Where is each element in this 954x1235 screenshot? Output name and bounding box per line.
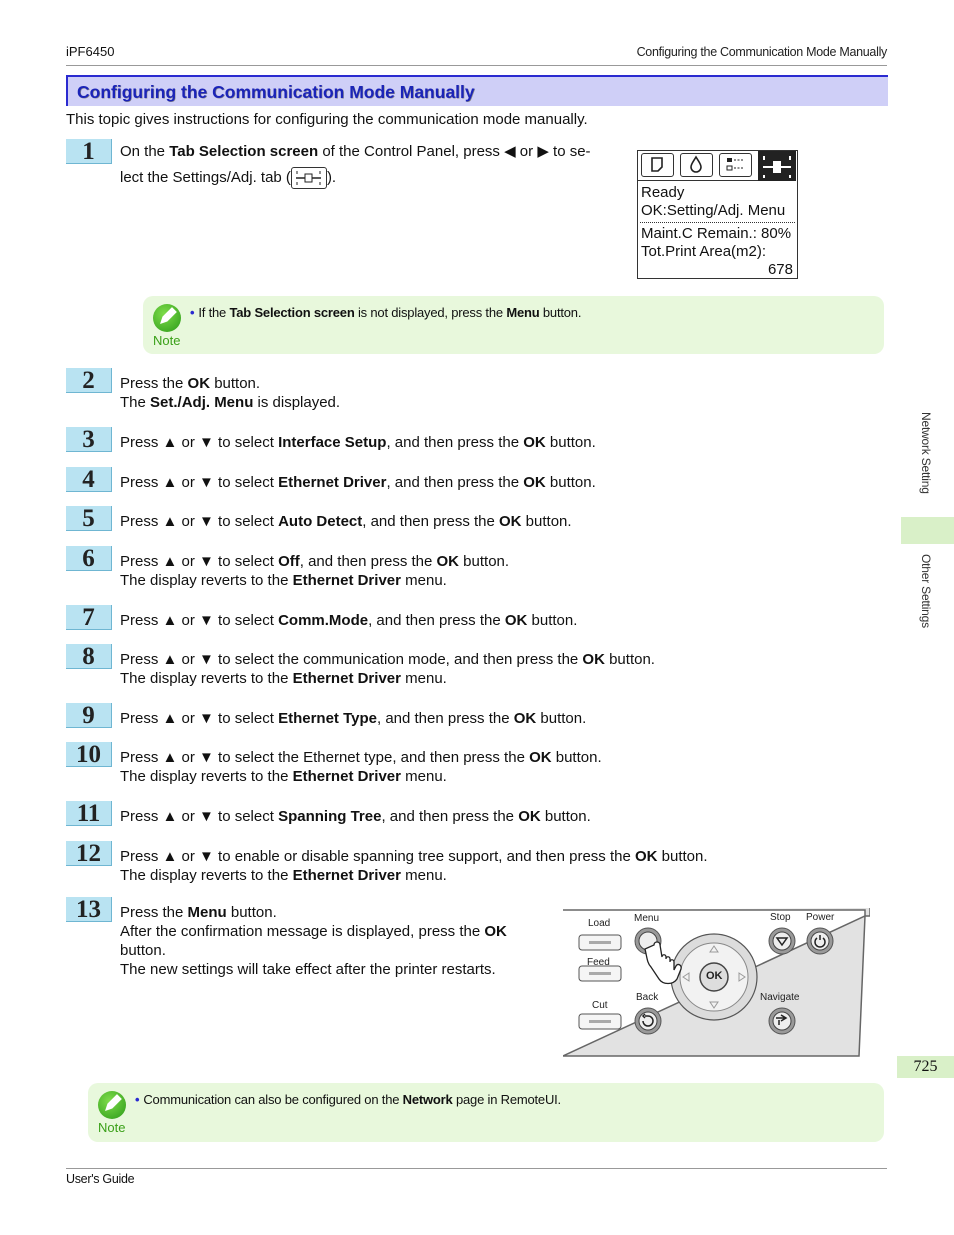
step-number-badge: 12	[66, 841, 112, 866]
side-tab-active-marker	[901, 517, 954, 544]
step-text: Press ▲ or ▼ to select Interface Setup, and then press the OK button.	[120, 434, 596, 451]
footer-divider	[66, 1168, 887, 1169]
step-number-badge: 8	[66, 644, 112, 669]
stop-label: Stop	[770, 912, 791, 923]
step-number-badge: 4	[66, 467, 112, 492]
step-number-badge: 6	[66, 546, 112, 571]
step-text: Press ▲ or ▼ to select Ethernet Driver, and then press the OK button.	[120, 474, 596, 491]
side-tab-other-settings[interactable]: Other Settings	[919, 554, 933, 628]
page-number: 725	[897, 1056, 954, 1078]
step-text: Press the OK button. The Set./Adj. Menu is displayed.	[120, 375, 341, 411]
note-pencil-icon	[153, 304, 181, 332]
header-divider	[66, 65, 887, 66]
intro-text: This topic gives instructions for configuring the communication mode manually.	[66, 111, 588, 128]
step-text: Press ▲ or ▼ to select the Ethernet type, and then press the OK button. The display reverts to the Ethernet Driver menu.	[120, 749, 602, 785]
step-number-badge: 2	[66, 368, 112, 393]
step-text: Press ▲ or ▼ to enable or disable spanning tree support, and then press the OK button. The display reverts to the Ethernet Driver menu.	[120, 848, 708, 884]
settings-tab-icon	[291, 167, 327, 189]
ink-tab-icon	[680, 153, 713, 177]
menu-label: Menu	[634, 913, 660, 924]
step-text: Press ▲ or ▼ to select Comm.Mode, and then press the OK button.	[120, 612, 578, 629]
step-number-badge: 7	[66, 605, 112, 630]
step-text: Press ▲ or ▼ to select Spanning Tree, and then press the OK button.	[120, 808, 591, 825]
step-text: Press the Menu button. After the confirmation message is displayed, press the OK button. The new settings will take effect after the printer restarts.	[120, 904, 507, 978]
feed-label: Feed	[587, 957, 610, 968]
step-number-badge: 11	[66, 801, 112, 826]
note-text: • Communication can also be configured on the Network page in RemoteUI.	[135, 1092, 561, 1107]
navigate-label: Navigate	[760, 992, 800, 1003]
note-pencil-icon	[98, 1091, 126, 1119]
step-text: On the Tab Selection screen of the Control Panel, press ◀ or ▶ to se- lect the Settings/Adj. tab ( ).	[120, 139, 591, 191]
section-title-bar	[66, 75, 888, 106]
step-number-badge: 5	[66, 506, 112, 531]
control-panel-illustration	[563, 908, 870, 1057]
lcd-divider	[640, 222, 795, 223]
lcd-tab-bar	[638, 151, 796, 181]
paper-tab-icon	[641, 153, 674, 177]
note-box-1	[143, 296, 884, 354]
step-number-badge: 13	[66, 897, 112, 922]
step-text: Press ▲ or ▼ to select Ethernet Type, and then press the OK button.	[120, 710, 587, 727]
cut-label: Cut	[592, 1000, 608, 1011]
header-model: iPF6450	[66, 44, 115, 59]
step-number-badge: 3	[66, 427, 112, 452]
side-tab-network-setting[interactable]: Network Setting	[919, 412, 933, 494]
lcd-maint: Maint.C Remain.: 80%	[641, 225, 792, 242]
step-text: Press ▲ or ▼ to select the communication mode, and then press the OK button. The display reverts to the Ethernet Driver menu.	[120, 651, 655, 687]
job-tab-icon	[719, 153, 752, 177]
lcd-area-value: 678	[767, 261, 793, 278]
note-label: Note	[153, 333, 181, 348]
lcd-hint: OK:Setting/Adj. Menu	[641, 202, 786, 219]
lcd-status: Ready	[641, 184, 685, 201]
step-number-badge: 10	[66, 742, 112, 767]
back-label: Back	[636, 992, 659, 1003]
header-section: Configuring the Communication Mode Manually	[636, 45, 887, 59]
settings-tab-icon-selected	[758, 151, 796, 181]
step-text: Press ▲ or ▼ to select Off, and then press the OK button. The display reverts to the Ethernet Driver menu.	[120, 553, 510, 589]
step-text: Press ▲ or ▼ to select Auto Detect, and then press the OK button.	[120, 513, 572, 530]
note-text: • If the Tab Selection screen is not displayed, press the Menu button.	[190, 305, 582, 320]
power-label: Power	[806, 912, 835, 923]
note-label: Note	[98, 1120, 126, 1135]
footer-text: User's Guide	[66, 1172, 135, 1186]
ok-label: OK	[706, 970, 723, 982]
load-label: Load	[588, 918, 611, 929]
lcd-area-label: Tot.Print Area(m2):	[641, 243, 767, 260]
lcd-screen-illustration	[637, 150, 798, 279]
page-title: Configuring the Communication Mode Manually	[77, 82, 475, 102]
step-number-badge: 1	[66, 139, 112, 164]
note-box-2	[88, 1083, 884, 1142]
step-number-badge: 9	[66, 703, 112, 728]
